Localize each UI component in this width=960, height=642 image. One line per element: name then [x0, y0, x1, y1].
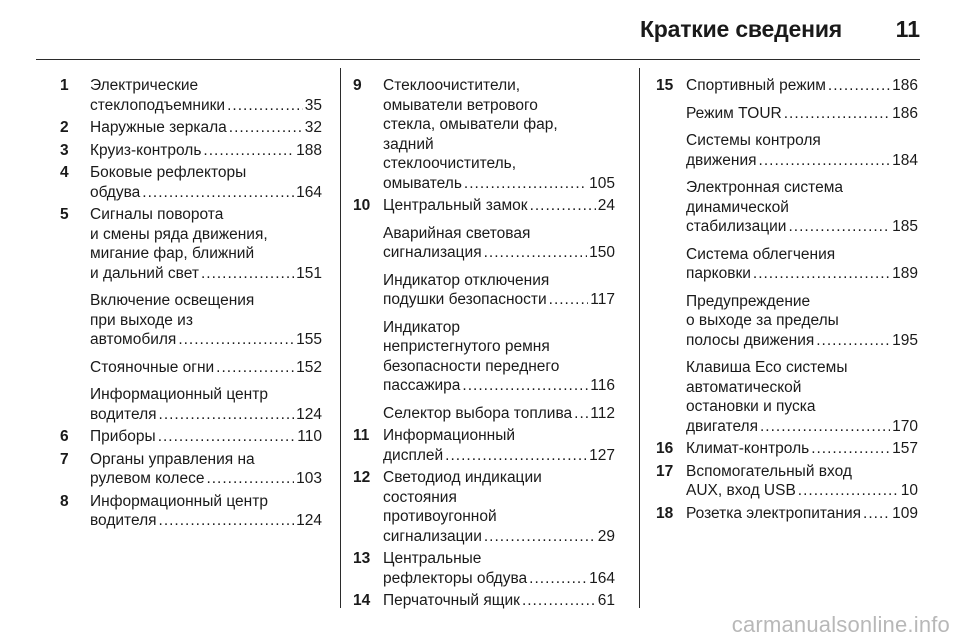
entry-text-line: Система облегчения — [686, 245, 836, 263]
entry-text-line: сигнализации — [383, 527, 482, 545]
entry-last-line — [90, 183, 322, 203]
entry-page-ref: 124 — [296, 512, 322, 529]
entry-page-ref: 35 — [304, 96, 322, 114]
index-column-1 — [60, 76, 322, 539]
entry-text-line: Клавиша Eco системы — [686, 359, 848, 376]
dot-leader — [484, 527, 596, 547]
entry-last-line — [686, 151, 918, 171]
entry-text-line: сигнализация — [383, 244, 482, 261]
header-divider — [36, 59, 920, 60]
entry-page-ref: 124 — [296, 405, 322, 423]
index-entry — [60, 118, 322, 138]
entry-last-line — [383, 527, 615, 547]
column-divider — [340, 68, 341, 608]
entry-last-line — [686, 331, 918, 351]
entry-page-ref: 184 — [892, 151, 918, 169]
entry-text-line: подушки безопасности — [383, 291, 547, 308]
entry-number: 9 — [353, 77, 362, 94]
entry-number: 2 — [60, 119, 69, 136]
dot-leader — [828, 76, 890, 96]
entry-page-ref: 110 — [297, 428, 322, 445]
entry-page-ref: 170 — [892, 417, 918, 435]
entry-text-line: динамической — [686, 198, 789, 216]
dot-leader — [159, 511, 295, 531]
entry-last-line — [383, 376, 615, 396]
entry-text-line: остановки и пуска — [686, 398, 816, 415]
entry-number: 10 — [353, 197, 371, 214]
entry-text-line: Селектор выбора топлива — [383, 404, 573, 422]
entry-last-line — [686, 504, 918, 524]
entry-text-line: безопасности переднего — [383, 357, 560, 375]
entry-text-line: Органы управления на — [90, 450, 255, 468]
dot-leader — [798, 481, 899, 501]
dot-leader — [229, 118, 303, 138]
entry-text-line: Боковые рефлекторы — [90, 164, 247, 181]
entry-text-line: Информационный центр — [90, 386, 268, 403]
index-entry — [656, 358, 918, 436]
entry-page-ref: 155 — [296, 331, 322, 348]
entry-page-ref: 61 — [597, 592, 615, 609]
entry-text-line: Индикатор отключения — [383, 271, 550, 289]
entry-text-line: Стояночные огни — [90, 358, 215, 376]
entry-number: 15 — [656, 77, 674, 94]
entry-number: 3 — [60, 141, 69, 159]
dot-leader — [206, 469, 294, 489]
dot-leader — [530, 196, 596, 216]
entry-number: 1 — [60, 77, 69, 94]
index-entry — [60, 385, 322, 424]
entry-page-ref: 112 — [590, 404, 615, 422]
entry-text-line: движения — [686, 151, 757, 169]
entry-text-line: дисплей — [383, 446, 444, 464]
entry-text-line: Климат-контроль — [686, 440, 810, 457]
index-entry — [60, 163, 322, 202]
index-entry — [656, 439, 918, 459]
entry-last-line — [90, 469, 322, 489]
entry-page-ref: 195 — [892, 331, 918, 349]
entry-text-line: Спортивный режим — [686, 77, 826, 94]
entry-text-line: автомобиля — [90, 331, 177, 348]
entry-number: 7 — [60, 450, 69, 468]
column-divider — [639, 68, 640, 608]
entry-text-line: обдува — [90, 183, 141, 201]
entry-text-line: Светодиод индикации — [383, 469, 542, 486]
entry-page-ref: 164 — [589, 569, 615, 587]
dot-leader — [142, 183, 294, 203]
index-entry — [353, 404, 615, 424]
entry-last-line — [90, 264, 322, 284]
index-entry — [353, 271, 615, 310]
entry-last-line — [686, 76, 918, 96]
dot-leader — [201, 264, 294, 284]
entry-text-line: рулевом колесе — [90, 470, 205, 487]
entry-text-line: автоматической — [686, 378, 802, 396]
entry-last-line — [383, 569, 615, 589]
entry-last-line — [686, 217, 918, 237]
dot-leader — [753, 264, 890, 284]
entry-text-line: омыватель — [383, 174, 462, 192]
entry-text-line: противоугонной — [383, 508, 497, 525]
dot-leader — [464, 174, 587, 194]
entry-text-line: стеклоочиститель, — [383, 155, 517, 172]
index-entry — [656, 292, 918, 351]
entry-page-ref: 10 — [900, 482, 918, 499]
entry-page-ref: 105 — [589, 174, 615, 192]
entry-page-ref: 127 — [589, 446, 615, 464]
index-entry — [353, 426, 615, 465]
entry-text-line: Сигналы поворота — [90, 206, 224, 223]
entry-last-line — [90, 118, 322, 138]
entry-text-line: задний — [383, 135, 434, 153]
entry-page-ref: 116 — [590, 377, 615, 394]
entry-text-line: Вспомогательный вход — [686, 462, 852, 480]
entry-page-ref: 189 — [892, 265, 918, 282]
entry-text-line: мигание фар, ближний — [90, 245, 255, 262]
index-entry — [656, 245, 918, 284]
entry-text-line: водителя — [90, 405, 157, 423]
entry-text-line: Центральные — [383, 550, 482, 567]
entry-last-line — [686, 104, 918, 124]
index-entry — [656, 104, 918, 124]
entry-last-line — [686, 264, 918, 284]
entry-text-line: полосы движения — [686, 331, 815, 349]
entry-text-line: водителя — [90, 512, 157, 529]
dot-leader — [574, 404, 588, 424]
entry-text-line: омыватели ветрового — [383, 96, 538, 114]
dot-leader — [216, 358, 294, 378]
dot-leader — [529, 569, 587, 589]
entry-text-line: Электрические — [90, 77, 199, 94]
entry-page-ref: 157 — [892, 440, 918, 457]
entry-number: 11 — [353, 427, 370, 444]
entry-text-line: стекла, омыватели фар, — [383, 116, 558, 133]
index-column-2 — [353, 76, 615, 619]
entry-text-line: состояния — [383, 488, 457, 506]
dot-leader — [159, 405, 295, 425]
dot-leader — [784, 104, 890, 124]
entry-text-line: Круиз-контроль — [90, 141, 202, 159]
index-entry — [60, 76, 322, 115]
entry-page-ref: 109 — [892, 504, 918, 522]
entry-last-line — [686, 481, 918, 501]
entry-text-line: пассажира — [383, 377, 461, 394]
entry-last-line — [383, 174, 615, 194]
entry-text-line: Аварийная световая — [383, 224, 531, 242]
index-entry — [656, 462, 918, 501]
entry-text-line: Предупреждение — [686, 292, 811, 310]
entry-text-line: стеклоподъемники — [90, 96, 226, 114]
entry-text-line: и смены ряда движения, — [90, 225, 268, 243]
index-entry — [353, 224, 615, 263]
dot-leader — [816, 331, 890, 351]
entry-page-ref: 32 — [304, 119, 322, 136]
entry-text-line: непристегнутого ремня — [383, 338, 550, 355]
dot-leader — [203, 141, 294, 161]
entry-page-ref: 117 — [590, 291, 615, 308]
entry-last-line — [90, 330, 322, 350]
entry-last-line — [383, 446, 615, 466]
entry-text-line: при выходе из — [90, 311, 193, 329]
entry-text-line: стабилизации — [686, 218, 787, 235]
dot-leader — [484, 243, 588, 263]
index-entry — [656, 131, 918, 170]
entry-text-line: двигателя — [686, 417, 758, 435]
entry-number: 16 — [656, 440, 674, 457]
entry-text-line: Электронная система — [686, 179, 844, 196]
dot-leader — [462, 376, 588, 396]
index-entry — [60, 427, 322, 447]
entry-last-line — [383, 404, 615, 424]
entry-number: 17 — [656, 462, 674, 480]
index-entry — [60, 358, 322, 378]
index-entry — [353, 549, 615, 588]
entry-page-ref: 151 — [296, 264, 322, 282]
index-column-3 — [656, 76, 918, 531]
index-entry — [353, 196, 615, 216]
entry-last-line — [383, 196, 615, 216]
entry-last-line — [383, 591, 615, 611]
watermark-text: carmanualsonline.info — [731, 612, 950, 637]
index-entry — [60, 205, 322, 283]
entry-page-ref: 164 — [296, 183, 322, 201]
entry-text-line: AUX, вход USB — [686, 482, 796, 499]
entry-text-line: Индикатор — [383, 318, 460, 336]
entry-last-line — [686, 417, 918, 437]
dot-leader — [759, 151, 891, 171]
entry-number: 4 — [60, 164, 69, 181]
index-entry — [60, 492, 322, 531]
entry-text-line: рефлекторы обдува — [383, 569, 528, 587]
entry-text-line: Перчаточный ящик — [383, 592, 520, 609]
entry-page-ref: 188 — [296, 141, 322, 159]
index-entry — [60, 291, 322, 350]
entry-page-ref: 103 — [296, 470, 322, 487]
entry-number: 12 — [353, 469, 371, 486]
index-entry — [656, 178, 918, 237]
entry-text-line: Информационный — [383, 427, 516, 444]
dot-leader — [178, 330, 294, 350]
entry-page-ref: 186 — [892, 104, 918, 122]
entry-last-line — [90, 405, 322, 425]
page-header — [0, 0, 960, 62]
entry-text-line: о выходе за пределы — [686, 312, 839, 329]
entry-page-ref: 29 — [597, 527, 615, 545]
dot-leader — [811, 439, 890, 459]
entry-page-ref: 186 — [892, 77, 918, 94]
entry-page-ref: 152 — [296, 358, 322, 376]
entry-text-line: Системы контроля — [686, 132, 821, 149]
entry-last-line — [383, 243, 615, 263]
dot-leader — [788, 217, 890, 237]
index-entry — [353, 76, 615, 193]
entry-text-line: и дальний свет — [90, 264, 199, 282]
index-entry — [60, 450, 322, 489]
index-entry — [353, 591, 615, 611]
entry-last-line — [90, 511, 322, 531]
entry-number: 13 — [353, 550, 371, 567]
entry-number: 5 — [60, 206, 69, 223]
entry-last-line — [383, 290, 615, 310]
entry-text-line: Информационный центр — [90, 492, 268, 510]
entry-text-line: Стеклоочистители, — [383, 77, 521, 94]
entry-number: 6 — [60, 428, 69, 445]
dot-leader — [863, 504, 890, 524]
dot-leader — [522, 591, 596, 611]
index-entry — [353, 468, 615, 546]
index-entry — [656, 504, 918, 524]
entry-text-line: Розетка электропитания — [686, 504, 862, 522]
index-entry — [353, 318, 615, 396]
entry-last-line — [90, 141, 322, 161]
entry-number: 14 — [353, 592, 371, 609]
index-entry — [60, 141, 322, 161]
entry-last-line — [90, 427, 322, 447]
entry-number: 18 — [656, 504, 674, 522]
page-number: 11 — [895, 16, 920, 42]
dot-leader — [445, 446, 587, 466]
dot-leader — [158, 427, 296, 447]
entry-text-line: Центральный замок — [383, 197, 528, 214]
entry-text-line: Наружные зеркала — [90, 119, 227, 136]
dot-leader — [549, 290, 589, 310]
entry-text-line: Приборы — [90, 428, 156, 445]
index-entry — [656, 76, 918, 96]
entry-text-line: Включение освещения — [90, 292, 255, 309]
entry-page-ref: 150 — [589, 244, 615, 261]
entry-page-ref: 24 — [597, 197, 615, 214]
dot-leader — [227, 96, 303, 116]
entry-text-line: Режим TOUR — [686, 104, 782, 122]
entry-last-line — [90, 358, 322, 378]
entry-last-line — [90, 96, 322, 116]
page-title: Краткие сведения — [639, 16, 842, 42]
dot-leader — [760, 417, 890, 437]
entry-page-ref: 185 — [892, 218, 918, 235]
entry-number: 8 — [60, 492, 69, 510]
entry-text-line: парковки — [686, 265, 751, 282]
entry-last-line — [686, 439, 918, 459]
